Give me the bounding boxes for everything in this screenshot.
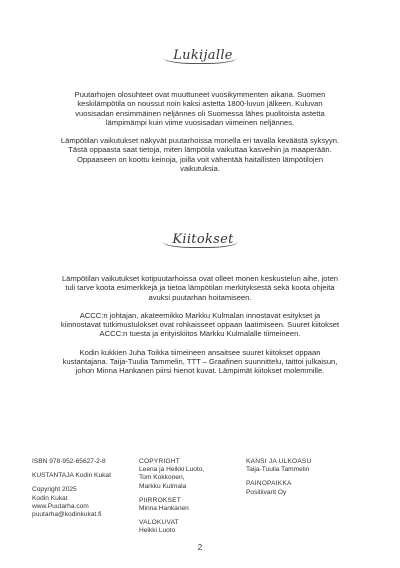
- thanks-text: [60, 274, 340, 385]
- preface-paragraph: Puutarhojen olosuhteet ovat muuttuneet vuosikymmenten aikana. Suomen keskilämpötila on noussut noin kaksi astetta 1800-luvun jälkeen. Kuluvan vuosisadan ensimmäinen neljännes oli Suomessa lähes puolitoista astetta lämpimämpi kuin viime vuosisadan viimeinen neljännes.: [74, 90, 326, 127]
- preface-text: [60, 90, 340, 182]
- cover-layout-label: KANSI JA ULKOASU: [246, 458, 312, 465]
- preface-paragraph: Lämpötilan vaikutukset näkyvät puutarhoissa monella eri tavalla keväästä syksyyn. Tästä oppaasta saat tietoja, miten lämpötila vaikuttaa kasveihin ja maaperään. Oppaaseen on koottu keinoja, joilla voit vähentää haitallisten lämpötilojen vaikutuksia.: [60, 136, 340, 174]
- thanks-paragraph: Lämpötilan vaikutukset kotipuutarhoissa ovat olleet monen keskustelun aihe, joten tuli tarve koota esimerkkejä ja tietoa lämpötilan merkityksestä sekä koota ohjeita avuksi puutarhan hoitamiseen.: [61, 274, 339, 302]
- thanks-heading: Kiitokset: [0, 232, 400, 248]
- copyright-label: COPYRIGHT: [139, 458, 180, 465]
- printer: Positiivarit Oy: [246, 488, 287, 496]
- copyright-year: Copyright 2025: [32, 486, 77, 494]
- printer-label: PAINOPAIKKA: [246, 480, 292, 488]
- colophon: [0, 458, 400, 538]
- copyright-name: Leena ja Heikki Luoto,: [139, 466, 205, 474]
- thanks-paragraph: Kodin kukkien Juha Toikka tiimeineen ansaitsee suuret kiitokset oppaan kustantajana. Taija-Tuulia Tammelin, TTT – Graafinen suunnittelu, taittoi julkaisun, johon Minna Hankanen piirsi hienot kuvat. Lämpimät kiitokset molemmille.: [62, 347, 338, 376]
- colophon-column-1: [32, 458, 111, 525]
- email-link[interactable]: puutarha@kodinkukat.fi: [32, 511, 102, 519]
- copyright-name: Tom Kokkonen,: [139, 474, 185, 482]
- publisher: KUSTANTAJA Kodin Kukat: [32, 472, 111, 480]
- photographer: Heikki Luoto: [139, 527, 176, 535]
- isbn: ISBN 978-952-65627-2-8: [32, 458, 106, 465]
- website-link[interactable]: www.Puutarha.com: [32, 502, 89, 510]
- preface-heading: Lukijalle: [0, 48, 400, 64]
- thanks-paragraph: ACCC:n johtajan, akateemikko Markku Kulmalan innostavat esitykset ja kiinnostavat tutkimustulokset ovat rohkaisseet oppaan laatimiseen. Suuret kiitokset ACCC:n tuesta ja erityiskiitos Markku Kulmalalle tiimeineen.: [60, 310, 340, 339]
- colophon-column-3: [246, 458, 312, 503]
- illustrations-label: PIIRROKSET: [139, 496, 181, 504]
- photos-label: VALOKUVAT: [139, 519, 179, 527]
- designer: Taija-Tuulia Tammelin: [246, 466, 310, 474]
- copyright-name: Markku Kulmala: [139, 482, 187, 490]
- copyright-holder: Kodin Kukat: [32, 494, 68, 502]
- illustrator: Minna Hankanen: [139, 505, 189, 513]
- colophon-column-2: [139, 458, 204, 542]
- page-number: 2: [197, 543, 203, 552]
